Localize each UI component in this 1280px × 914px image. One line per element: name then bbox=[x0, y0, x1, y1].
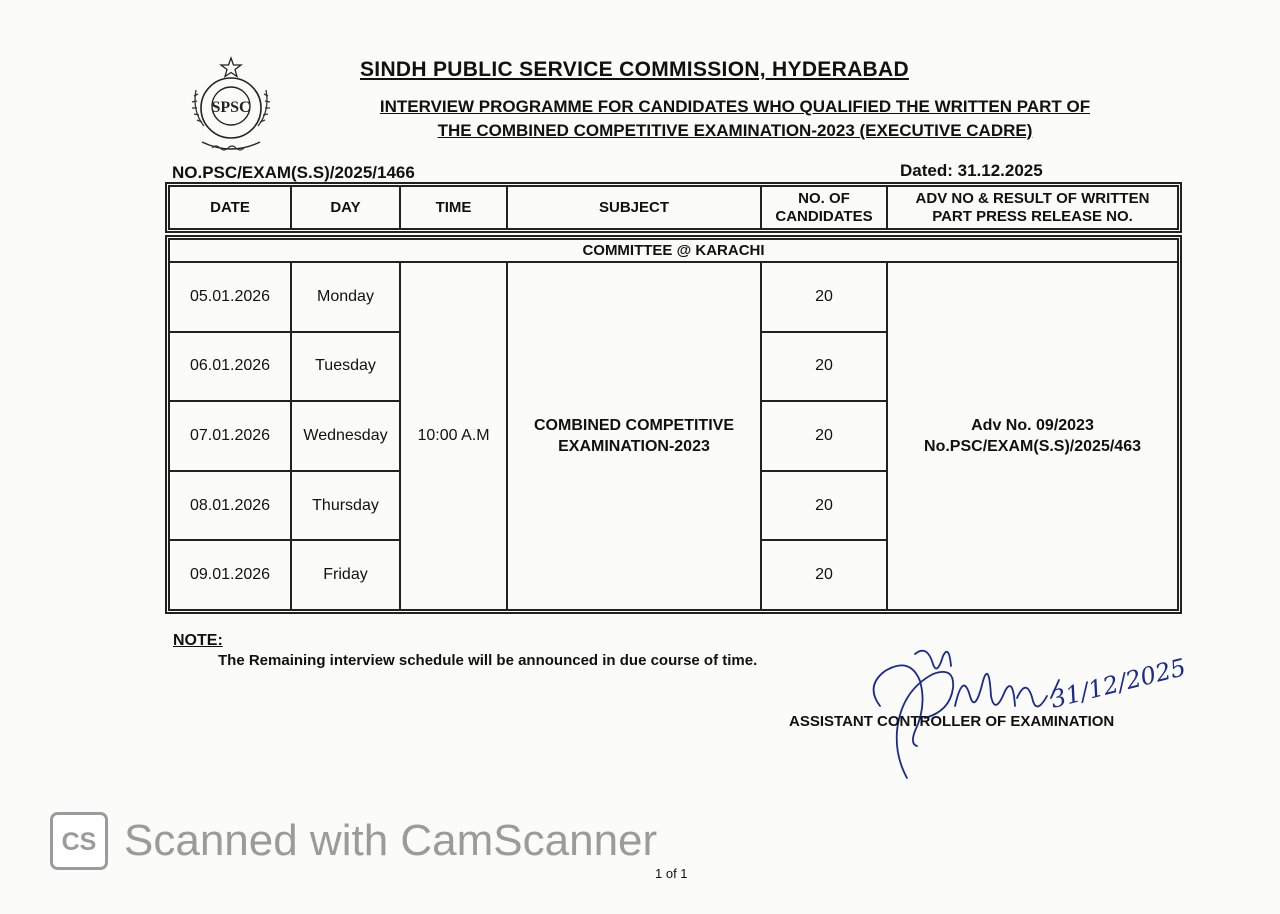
note-text: The Remaining interview schedule will be announced in due course of time. bbox=[218, 652, 758, 669]
date-cell: 07.01.2026 bbox=[169, 401, 291, 471]
date-cell: 09.01.2026 bbox=[169, 540, 291, 610]
camscanner-watermark bbox=[50, 810, 657, 872]
adv-cell bbox=[887, 262, 1178, 610]
adv-line2: No.PSC/EXAM(S.S)/2025/463 bbox=[924, 438, 1141, 455]
day-cell: Monday bbox=[291, 262, 400, 332]
column-header-subject: SUBJECT bbox=[507, 186, 761, 229]
column-header-adv-line2: PART PRESS RELEASE NO. bbox=[932, 207, 1133, 225]
day-cell: Friday bbox=[291, 540, 400, 610]
signatory-title: ASSISTANT CONTROLLER OF EXAMINATION bbox=[789, 713, 1115, 730]
day-cell: Wednesday bbox=[291, 401, 400, 471]
column-header-candidates bbox=[761, 186, 887, 229]
signature bbox=[855, 636, 1189, 786]
programme-title-line1: INTERVIEW PROGRAMME FOR CANDIDATES WHO QUALIFIED THE WRITTEN PART OF bbox=[379, 97, 1091, 116]
time-cell: 10:00 A.M bbox=[400, 262, 507, 610]
page-number: 1 of 1 bbox=[655, 866, 688, 881]
dated: Dated: 31.12.2025 bbox=[900, 161, 1043, 180]
programme-title-line2: THE COMBINED COMPETITIVE EXAMINATION-2023 (EXECUTIVE CADRE) bbox=[437, 121, 1033, 140]
day-cell: Thursday bbox=[291, 471, 400, 541]
candidates-cell: 20 bbox=[761, 471, 887, 541]
adv-line1: Adv No. 09/2023 bbox=[971, 417, 1094, 434]
column-header-time: TIME bbox=[400, 186, 507, 229]
date-cell: 08.01.2026 bbox=[169, 471, 291, 541]
column-header-candidates-line1: NO. OF bbox=[798, 189, 850, 207]
table-row bbox=[169, 262, 1178, 332]
committee-heading: COMMITTEE @ KARACHI bbox=[169, 239, 1178, 262]
candidates-cell: 20 bbox=[761, 540, 887, 610]
day-cell: Tuesday bbox=[291, 332, 400, 402]
note-label: NOTE: bbox=[173, 632, 223, 649]
candidates-cell: 20 bbox=[761, 262, 887, 332]
watermark-text: Scanned with CamScanner bbox=[124, 816, 658, 865]
candidates-cell: 20 bbox=[761, 332, 887, 402]
camscanner-logo-icon bbox=[50, 812, 108, 870]
column-header-date: DATE bbox=[169, 186, 291, 229]
column-header-adv-line1: ADV NO & RESULT OF WRITTEN bbox=[915, 189, 1150, 207]
date-cell: 05.01.2026 bbox=[169, 262, 291, 332]
column-header-candidates-line2: CANDIDATES bbox=[775, 207, 873, 225]
candidates-cell: 20 bbox=[761, 401, 887, 471]
schedule-table bbox=[168, 238, 1179, 611]
svg-text:SPSC: SPSC bbox=[211, 99, 251, 116]
subject-line1: COMBINED COMPETITIVE bbox=[533, 417, 734, 434]
svg-text:CS: CS bbox=[61, 828, 97, 856]
subject-line2: EXAMINATION-2023 bbox=[558, 438, 710, 455]
commission-heading: SINDH PUBLIC SERVICE COMMISSION, HYDERABAD bbox=[360, 58, 909, 81]
schedule-header-table bbox=[168, 185, 1179, 230]
subject-cell bbox=[507, 262, 761, 610]
column-header-adv bbox=[887, 186, 1178, 229]
reference-number: NO.PSC/EXAM(S.S)/2025/1466 bbox=[172, 163, 415, 182]
svg-text:31/12/2025: 31/12/2025 bbox=[1047, 653, 1189, 714]
column-header-day: DAY bbox=[291, 186, 400, 229]
spsc-seal-logo bbox=[182, 56, 280, 160]
date-cell: 06.01.2026 bbox=[169, 332, 291, 402]
